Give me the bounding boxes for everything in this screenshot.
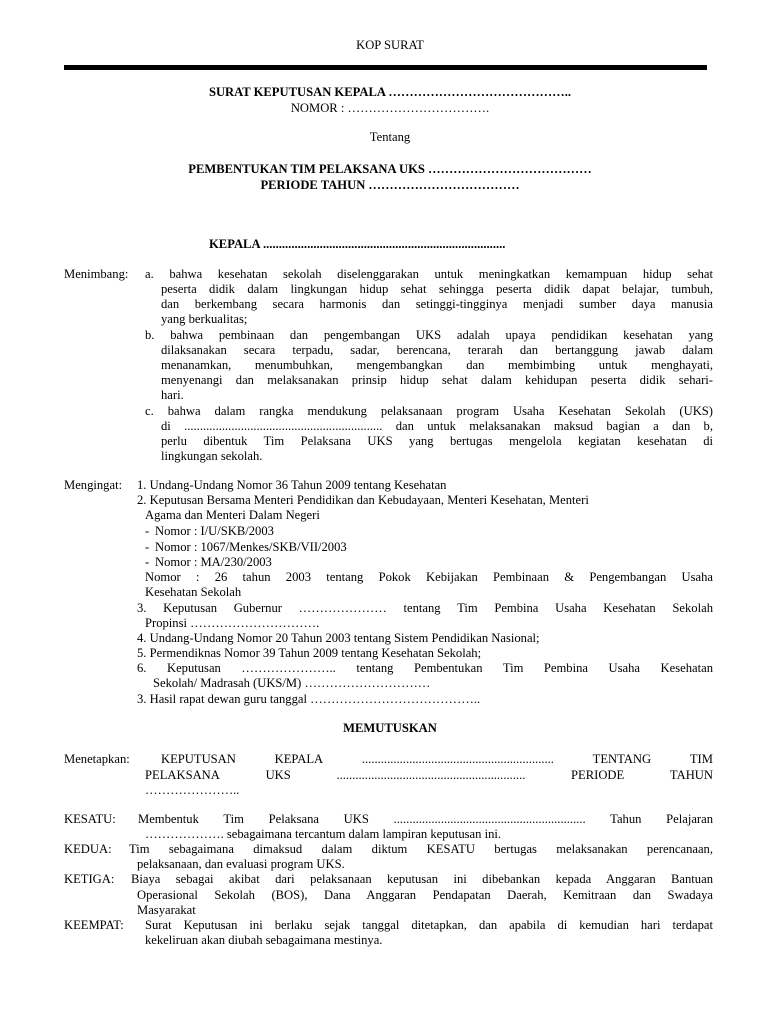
- menimbang-b-line: menyenangi dan melaksanakan prinsip hidup sehat dalam kehidupan peserta didik sehari-: [161, 373, 713, 387]
- menimbang-c-line: lingkungan sekolah.: [161, 449, 263, 463]
- menimbang-a-line: peserta didik dalam lingkungan hidup sehat sehingga peserta didik dapat belajar, tumbuh,: [161, 282, 713, 296]
- dash-bullet: -: [145, 555, 150, 569]
- mengingat-item-2-cont: Agama dan Menteri Dalam Negeri: [145, 508, 320, 522]
- ketiga-line: Masyarakat: [137, 903, 196, 917]
- ketiga-label: KETIGA:: [64, 872, 115, 886]
- menetapkan-word: PELAKSANA: [145, 768, 220, 782]
- menetapkan-word: TAHUN: [669, 768, 713, 782]
- menetapkan-word: ............................................................: [336, 768, 526, 782]
- mengingat-item-3-cont: Propinsi ………………………….: [145, 616, 320, 630]
- mengingat-item-4: 4. Undang-Undang Nomor 20 Tahun 2003 tentang Sistem Pendidikan Nasional;: [137, 631, 540, 645]
- memutuskan-heading: MEMUTUSKAN: [343, 721, 437, 735]
- menetapkan-word: KEPUTUSAN: [161, 752, 236, 766]
- menimbang-b-line: dilaksanakan secara terpadu, sadar, berencana, terarah dan bertanggung jawab dalam: [161, 343, 713, 357]
- title-line-1: SURAT KEPUTUSAN KEPALA ……………………………………..: [208, 85, 572, 99]
- dash-bullet: -: [145, 540, 150, 554]
- kedua-line: Tim sebagaimana dimaksud dalam diktum KESATU bertugas melaksanakan perencanaan,: [129, 842, 713, 856]
- kesatu-label: KESATU:: [64, 812, 116, 826]
- menetapkan-line-2: [145, 768, 713, 783]
- menetapkan-word: TIM: [689, 752, 713, 766]
- kedua-line: pelaksanaan, dan evaluasi program UKS.: [137, 857, 345, 871]
- menetapkan-word: UKS: [265, 768, 291, 782]
- mengingat-item-6: 6. Keputusan ………………….. tentang Pembentukan Tim Pembina Usaha Kesehatan: [137, 661, 713, 675]
- mengingat-item-1: 1. Undang-Undang Nomor 36 Tahun 2009 tentang Kesehatan: [137, 478, 447, 492]
- menimbang-b-line: menanamkan, menumbuhkan, mengembangkan dan membimbing untuk menghayati,: [161, 358, 713, 372]
- title-nomor: NOMOR : …………………………….: [290, 101, 490, 115]
- mengingat-item-2: 2. Keputusan Bersama Menteri Pendidikan dan Kebudayaan, Menteri Kesehatan, Menteri: [137, 493, 589, 507]
- kepala-heading: KEPALA .............................................................................: [209, 237, 506, 251]
- mengingat-item-3: 3. Keputusan Gubernur ………………… tentang Tim Pembina Usaha Kesehatan Sekolah: [137, 601, 713, 615]
- menetapkan-line-1: [161, 752, 713, 767]
- ketiga-line: Biaya sebagai akibat dari pelaksanaan keputusan ini dibebankan kepada Anggaran Bantuan: [131, 872, 713, 886]
- menetapkan-word: TENTANG: [592, 752, 652, 766]
- keempat-line: Surat Keputusan ini berlaku sejak tanggal ditetapkan, dan apabila di kemudian hari terdapat: [145, 918, 713, 932]
- mengingat-item-6-cont: Sekolah/ Madrasah (UKS/M) …………………………: [153, 676, 431, 690]
- menetapkan-word: .............................................................: [361, 752, 554, 766]
- menetapkan-word: KEPALA: [274, 752, 324, 766]
- menimbang-a-line: yang berkualitas;: [161, 312, 248, 326]
- nomor-26-line: Kesehatan Sekolah: [145, 585, 242, 599]
- menimbang-b-line: b. bahwa pembinaan dan pengembangan UKS adalah upaya pendidikan kesehatan yang: [145, 328, 713, 342]
- keempat-label: KEEMPAT:: [64, 918, 124, 932]
- menimbang-c-line: di ............................................................... dan untuk melaksanakan maksud bagian a dan b,: [161, 419, 713, 433]
- menetapkan-label: Menetapkan:: [64, 752, 130, 766]
- menimbang-label: Menimbang:: [64, 267, 129, 281]
- nomor-item: Nomor : I/U/SKB/2003: [155, 524, 274, 538]
- subject-line-1: PEMBENTUKAN TIM PELAKSANA UKS …………………………………: [188, 162, 592, 176]
- menimbang-c-line: perlu dibentuk Tim Pelaksana UKS yang bertugas mengelola kegiatan kesehatan di: [161, 434, 713, 448]
- tentang: Tentang: [369, 130, 411, 144]
- keempat-line: kekeliruan akan diubah sebagaimana mestinya.: [145, 933, 383, 947]
- menimbang-c-line: c. bahwa dalam rangka mendukung pelaksanaan program Usaha Kesehatan Sekolah (UKS): [145, 404, 713, 418]
- kedua-label: KEDUA:: [64, 842, 112, 856]
- menetapkan-line-3: …………………..: [145, 783, 240, 797]
- kop-surat: KOP SURAT: [356, 38, 424, 52]
- menimbang-a-line: dan berkembang secara harmonis dan setinggi-tingginya menjadi sumber daya manusia: [161, 297, 713, 311]
- kesatu-line: Membentuk Tim Pelaksana UKS ............................................................. Tahun Pelajaran: [138, 812, 713, 826]
- kesatu-line: ………………. sebagaimana tercantum dalam lampiran keputusan ini.: [145, 827, 502, 841]
- subject-line-2: PERIODE TAHUN ………………………………: [260, 178, 520, 192]
- mengingat-item-7: 3. Hasil rapat dewan guru tanggal …………………………………..: [137, 692, 481, 706]
- menimbang-b-line: hari.: [161, 388, 184, 402]
- mengingat-label: Mengingat:: [64, 478, 123, 492]
- menimbang-a-line: a. bahwa kesehatan sekolah diselenggarakan untuk meningkatkan kemampuan hidup sehat: [145, 267, 713, 281]
- nomor-item: Nomor : 1067/Menkes/SKB/VII/2003: [155, 540, 347, 554]
- mengingat-item-5: 5. Permendiknas Nomor 39 Tahun 2009 tentang Kesehatan Sekolah;: [137, 646, 482, 660]
- dash-bullet: -: [145, 524, 150, 538]
- nomor-26-line: Nomor : 26 tahun 2003 tentang Pokok Kebijakan Pembinaan & Pengembangan Usaha: [145, 570, 713, 584]
- header-rule: [64, 65, 707, 70]
- nomor-item: Nomor : MA/230/2003: [155, 555, 272, 569]
- ketiga-line: Operasional Sekolah (BOS), Dana Anggaran Pendapatan Daerah, Kemitraan dan Swadaya: [137, 888, 713, 902]
- menetapkan-word: PERIODE: [571, 768, 625, 782]
